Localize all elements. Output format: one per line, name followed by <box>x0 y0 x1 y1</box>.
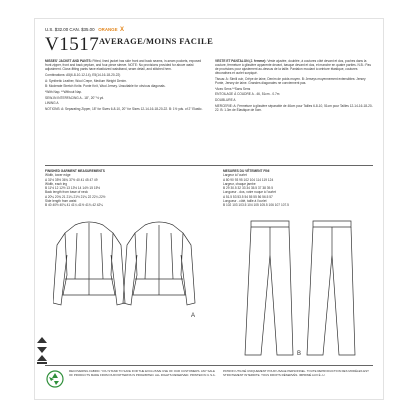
section-divider <box>45 165 373 166</box>
price-line <box>45 27 124 33</box>
price-label: U.S. $32.00 CAN. $35.00 <box>45 27 95 32</box>
pattern-back-page <box>34 18 384 400</box>
measurement-row: Width, lower edge <box>45 173 71 178</box>
bar-icon <box>37 362 47 364</box>
combinations: Combinations: A5(6-8-10-12-14), E5(14-16-18-20-22) <box>45 72 121 77</box>
footer-divider <box>45 365 373 366</box>
mesure-row: Largeur, chaque jambe <box>223 181 256 186</box>
interfacing: SEW-IN INTERFACING A - 18", 20" ½ yd. <box>45 95 105 100</box>
french-title: VESTE ET PANTALON (J. femme): <box>215 59 267 63</box>
french-description-text: Veste ajustée, doublée, à coutures côté devant et dos, poches dans la couture, fermeture à glissière apparente devant, basque devant et dos, et manche en quatre parties. N.B.: Pas de provisions pour ajustement au-dessus de la taille. Pantalon moulant à ceinture élastique, coutures décoratives et ourlet surpiqué. <box>215 59 371 76</box>
mesure-row: Longueur - dos, votre nuque à l'ourlet <box>223 190 276 195</box>
color-mark: X <box>119 27 124 33</box>
english-description-text: Fitted, lined jacket has side front and back seams, in-seam pockets, exposed front zipper, front and back peplum, and four-piece sleeve. NOTE: No provisions provided for above waist adjustment. Close-fitting pants have elasticized waistband, seam detail, and stitched hem. <box>45 59 202 72</box>
pants-line-drawing <box>231 215 371 365</box>
fabrics-b: B: Moderate Stretch Knits: Ponte Knit, Wool Jersey. Unsuitable for obvious diagonals. <box>45 84 166 89</box>
mesure-row: B 29 30.5 32 33 34 35.5 37 38 39.5 <box>223 186 273 191</box>
jacket-back <box>123 222 195 305</box>
measurement-row: B 40 40½ 40¾ 41 41¼ 41½ 41¾ 42 42¼ <box>45 203 103 208</box>
footer-english: RECOVERING FABRIC: YOU STAND TO SAVE FOR THE EXCLUSIVE USE OF OUR CUSTOMERS. ANY SALE OF PRODUCTS MADE FROM OUR PATTERNS IS PROHIBITED. ALL RIGHTS RESERVED. PRINTED IN U.S.A. <box>69 369 216 377</box>
triangle-down-icon <box>37 347 47 353</box>
mesure-row: B 102 103 103.5 104 105 105.5 106 107 107.5 <box>223 203 289 208</box>
english-title: MISSES' JACKET AND PANTS: <box>45 59 92 63</box>
triangle-up-icon <box>37 355 47 361</box>
footer-french: PATRON UTILISÉ UNIQUEMENT POUR USAGE PERSONNEL. TOUTE REPRODUCTION DES MODÈLES EST STRICTEMENT INTERDITE. TOUS DROITS RÉSERVÉS. IMPRIMÉ AUX É.-U. <box>223 369 369 377</box>
mesure-row: A 80 90 93 95 102 104 114 119 124 <box>223 177 274 182</box>
measurement-row: B 11½ 12 12½ 13 13½ 14 14½ 15 15½ <box>45 186 101 191</box>
french-lining: DOUBLURE A <box>215 98 236 103</box>
measurement-row: Width, each leg <box>45 181 67 186</box>
mesures-title: MESURES DU VÊTEMENT FINI <box>223 169 270 173</box>
pants-figure-label: B <box>297 351 302 357</box>
mesure-row: Longueur - côté, taille à l'ourlet <box>223 199 267 204</box>
pants-front <box>245 221 293 355</box>
recycle-icon <box>45 369 65 389</box>
measurement-row: A 31½ 35½ 36¾ 37½ 40 41 45 47 49 <box>45 177 98 182</box>
mesure-row: Largeur à l'ourlet <box>223 173 247 178</box>
difficulty-level: AVERAGE/MOINS FACILE <box>99 36 214 46</box>
triangle-up-icon <box>37 337 47 343</box>
pattern-code: V1517 <box>45 34 100 55</box>
finished-measurements <box>45 169 225 208</box>
mesure-row: A 51.5 53 53.5 54 55 55 56 56.5 57 <box>223 194 273 199</box>
jacket-figure-label: A <box>191 313 196 319</box>
fabrics-a: A: Synthetic Leather, Wool Crepe, Medium Weight Denim. <box>45 78 127 83</box>
footer <box>45 367 373 395</box>
jacket-line-drawing <box>53 215 203 335</box>
french-nap-note: *Avec Sens **Sans Sens <box>215 86 251 91</box>
mesures-vetement <box>223 169 373 208</box>
french-notions: MERCERIE: A: Fermeture à glissière séparable de 46cm pour Tailles 6-8-10, 51cm pour Tailles 12-14-16-18-20-22. B: 1.3m de Élastique de 5cm. <box>215 103 373 112</box>
measurement-row: A 20¼ 20¾ 21 21¼ 21½ 21¾ 22 22¼ 22½ <box>45 194 106 199</box>
lining: LINING A <box>45 101 59 106</box>
measurement-row: Side length from waist <box>45 199 77 204</box>
pants-back <box>307 221 355 355</box>
french-fabrics: Tissus: A: Simili cuir, Crêpe de laine, Denim de poids moyen. B: Jerseys moyennement extensibles: Jersey Ponte, Jersey de laine. Grandes diagonales ne conviennent pas. <box>215 76 366 86</box>
color-label: ORANGE <box>98 27 118 32</box>
french-description <box>215 59 373 114</box>
french-interfacing: ENTOILAGE À COUDRE A - 46, 51cm - 0.7m <box>215 92 280 97</box>
grainline-symbols <box>37 337 47 365</box>
english-description <box>45 59 203 113</box>
jacket-front <box>53 222 125 305</box>
nap-note: *With Nap. **Without Nap. <box>45 89 83 94</box>
notions: NOTIONS: A: Separating Zipper, 18" for Sizes 6-8-10, 20" for Sizes 12-14-16-18-20-22. B: 1½ yds. of 2" Elastic. <box>45 107 203 111</box>
measurement-row: Back length from base of neck <box>45 190 88 195</box>
measurements-title: FINISHED GARMENT MEASUREMENTS <box>45 169 105 173</box>
